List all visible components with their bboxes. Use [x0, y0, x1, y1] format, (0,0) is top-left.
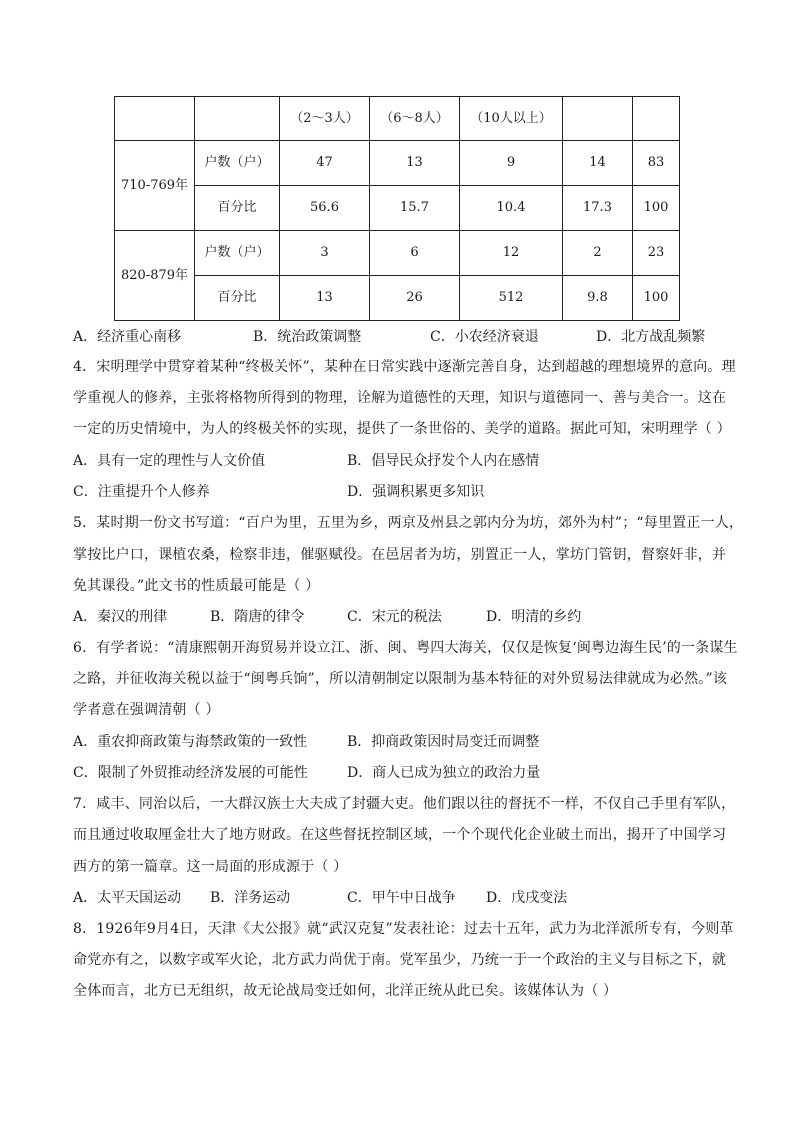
q3-option-b: B．统治政策调整 [253, 329, 362, 345]
q4-option-c: C．注重提升个人修养 [73, 484, 210, 500]
table-row [115, 231, 680, 276]
value-cell: 10.4 [460, 186, 563, 231]
q5-option-b: B．隋唐的律令 [210, 609, 305, 625]
value-cell: 100 [633, 186, 680, 231]
q6-option-c: C．限制了外贸推动经济发展的可能性 [73, 765, 308, 781]
q8-stem-line: 命党亦有之，以数字或军火论，北方武力尚优于南。党军虽少，乃统一于一个政治的主义与目标之下，就 [73, 952, 727, 968]
q5-option-c: C．宋元的税法 [347, 609, 442, 625]
value-cell: 13 [370, 141, 460, 186]
table-row [115, 141, 680, 186]
q7-option-a: A．太平天国运动 [73, 890, 182, 906]
header-cell [115, 97, 195, 141]
q7-option-c: C．甲午中日战争 [347, 890, 456, 906]
q7-option-b: B．洋务运动 [210, 890, 291, 906]
q6-stem-line: 学者意在强调清朝（ ） [73, 702, 220, 718]
q4-stem-line: 学重视人的修养，主张将格物所得到的物理，诠解为道德性的天理，知识与道德同一、善与美合一。这在 [73, 390, 727, 406]
header-cell: （2～3人） [280, 97, 370, 141]
q6-option-a: A．重农抑商政策与海禁政策的一致性 [73, 734, 308, 750]
value-cell: 2 [563, 231, 633, 276]
q5-stem-line: 5．某时期一份文书写道：“百户为里，五里为乡，两京及州县之郭内分为坊，郊外为村”；“每里置正一人， [73, 515, 744, 531]
q6-stem-line: 6．有学者说：“清康熙朝开海贸易并设立江、浙、闽、粤四大海关，仅仅是恢复‘闽粤边海生民’的一条谋生 [73, 640, 738, 656]
header-cell [195, 97, 280, 141]
q3-option-d: D．北方战乱频繁 [596, 329, 706, 345]
q6-stem-line: 之路，并征收海关税以益于“闽粤兵饷”，所以清朝制定以限制为基本特征的对外贸易法律就成为必然。”该 [73, 671, 728, 687]
value-cell: 15.7 [370, 186, 460, 231]
value-cell: 9.8 [563, 276, 633, 321]
q4-option-a: A．具有一定的理性与人文价值 [73, 453, 266, 469]
header-cell [633, 97, 680, 141]
value-cell: 6 [370, 231, 460, 276]
row-label-cell: 户数（户） [195, 231, 280, 276]
value-cell: 23 [633, 231, 680, 276]
q4-stem-line: 4．宋明理学中贯穿着某种“终极关怀”，某种在日常实践中逐渐完善自身，达到超越的理想境界的意向。理 [73, 359, 736, 375]
value-cell: 100 [633, 276, 680, 321]
q5-stem-line: 免其课役。”此文书的性质最可能是（ ） [73, 578, 320, 594]
header-cell: （6～8人） [370, 97, 460, 141]
q7-stem-line: 7．咸丰、同治以后，一大群汉族士大夫成了封疆大吏。他们跟以往的督抚不一样，不仅自己手里有军队， [73, 796, 736, 812]
value-cell: 3 [280, 231, 370, 276]
table-header-row [115, 97, 680, 141]
q5-option-a: A．秦汉的刑律 [73, 609, 168, 625]
value-cell: 9 [460, 141, 563, 186]
q8-stem-line: 8．1926年9月4日，天津《大公报》就“武汉克复”发表社论：过去十五年，武力为北洋派所专有，今则革 [73, 921, 734, 937]
q7-stem-line: 而且通过收取厘金壮大了地方财政。在这些督抚控制区域，一个个现代化企业破土而出，揭开了中国学习 [73, 827, 727, 843]
value-cell: 14 [563, 141, 633, 186]
row-label-cell: 百分比 [195, 186, 280, 231]
q7-stem-line: 西方的第一篇章。这一局面的形成源于（ ） [73, 859, 348, 875]
q4-stem-line: 一定的历史情境中，为人的终极关怀的实现，提供了一条世俗的、美学的道路。据此可知，宋明理学（ ） [73, 421, 731, 437]
q4-option-b: B．倡导民众抒发个人内在感情 [347, 453, 540, 469]
q5-option-d: D．明清的乡约 [486, 609, 582, 625]
q8-stem-line: 全体而言，北方已无组织，故无论战局变迁如何，北洋正统从此已矣。该媒体认为（ ） [73, 983, 618, 999]
row-label-cell: 百分比 [195, 276, 280, 321]
q4-option-d: D．强调积累更多知识 [347, 484, 485, 500]
q3-option-a: A．经济重心南移 [73, 329, 182, 345]
value-cell: 512 [460, 276, 563, 321]
value-cell: 56.6 [280, 186, 370, 231]
header-cell: （10人以上） [460, 97, 563, 141]
value-cell: 47 [280, 141, 370, 186]
household-size-table [114, 96, 680, 321]
value-cell: 26 [370, 276, 460, 321]
row-label-cell: 户数（户） [195, 141, 280, 186]
q3-option-c: C．小农经济衰退 [430, 329, 539, 345]
table-row [115, 186, 680, 231]
value-cell: 13 [280, 276, 370, 321]
value-cell: 12 [460, 231, 563, 276]
q7-option-d: D．戊戌变法 [486, 890, 568, 906]
q6-option-d: D．商人已成为独立的政治力量 [347, 765, 541, 781]
period-cell: 820-879年 [115, 231, 195, 321]
value-cell: 17.3 [563, 186, 633, 231]
table-row [115, 276, 680, 321]
q6-option-b: B．抑商政策因时局变迁而调整 [347, 734, 540, 750]
header-cell [563, 97, 633, 141]
period-cell: 710-769年 [115, 141, 195, 231]
q5-stem-line: 掌按比户口，课植农桑，检察非违，催驱赋役。在邑居者为坊，别置正一人，掌坊门管钥，督察奸非，并 [73, 547, 727, 563]
value-cell: 83 [633, 141, 680, 186]
